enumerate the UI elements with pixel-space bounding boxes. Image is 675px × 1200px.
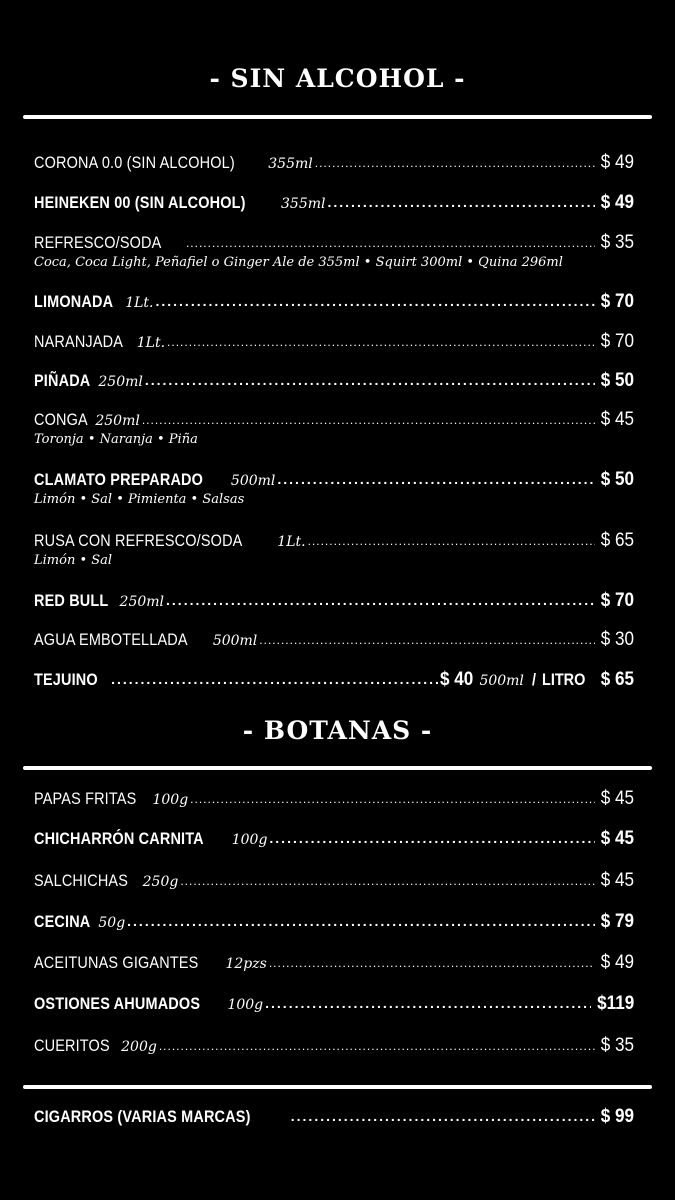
item-description: Limón • Sal [34, 553, 113, 568]
menu-item-tejuino [34, 669, 634, 691]
item-size: 100g [227, 997, 264, 1013]
separator: / [532, 670, 537, 689]
item-size: 500ml [479, 673, 524, 689]
divider [23, 1085, 652, 1089]
item-size: 250ml [95, 413, 140, 429]
leader-dots [167, 335, 595, 349]
item-name: CUERITOS [34, 1036, 110, 1055]
leader-dots [269, 830, 595, 846]
item-size: 100g [231, 832, 268, 848]
item-size: 12pzs [225, 956, 267, 972]
item-description: Limón • Sal • Pimienta • Salsas [34, 492, 245, 507]
item-price: $ 45 [600, 828, 634, 849]
item-price: $ 70 [600, 291, 634, 312]
item-price: $ 45 [600, 409, 634, 430]
leader-dots [277, 471, 595, 487]
leader-dots [142, 413, 595, 427]
item-price: $ 50 [600, 370, 634, 391]
item-name: TEJUINO [34, 670, 98, 689]
item-name: RUSA CON REFRESCO/SODA [34, 531, 243, 550]
item-name: CECINA [34, 912, 91, 931]
menu-item [34, 788, 634, 810]
leader-dots [265, 995, 591, 1011]
item-size: 200g [121, 1039, 157, 1055]
leader-dots [155, 293, 595, 309]
item-name: REFRESCO/SODA [34, 233, 162, 252]
leader-dots [186, 236, 595, 250]
item-size: 1Lt. [136, 335, 166, 351]
item-name: HEINEKEN 00 (SIN ALCOHOL) [34, 193, 246, 212]
item-price: $ 49 [600, 952, 634, 973]
divider [23, 766, 652, 770]
menu-item [34, 232, 634, 270]
menu-item [34, 152, 634, 174]
menu-item [34, 952, 634, 974]
menu-item [34, 911, 634, 933]
item-name: LIMONADA [34, 292, 114, 311]
leader-dots [190, 792, 595, 806]
item-name: OSTIONES AHUMADOS [34, 994, 201, 1013]
menu-item [34, 409, 634, 447]
item-size: 250ml [119, 594, 165, 610]
menu-item [34, 530, 634, 568]
menu-item-cigarros [34, 1106, 634, 1128]
item-size: 50g [98, 915, 126, 931]
litro-label: LITRO [541, 670, 585, 689]
item-price: $ 70 [600, 590, 634, 611]
menu-item [34, 469, 634, 507]
leader-dots [259, 633, 595, 647]
item-description: Coca, Coca Light, Peñafiel o Ginger Ale de 355ml • Squirt 300ml • Quina 296ml [34, 255, 563, 270]
leader-dots [291, 1108, 595, 1124]
item-price: $ 30 [600, 629, 634, 650]
leader-dots [159, 1039, 595, 1053]
item-description: Toronja • Naranja • Piña [34, 432, 198, 447]
item-size: 355ml [281, 196, 326, 212]
leader-dots [145, 372, 595, 388]
leader-dots [308, 534, 595, 548]
item-price: $ 40 [440, 669, 474, 690]
item-price: $ 45 [600, 788, 634, 809]
item-price: $ 65 [600, 669, 634, 690]
item-price: $119 [596, 993, 634, 1014]
leader-dots [180, 874, 595, 888]
item-price: $ 49 [600, 192, 634, 213]
menu-item [34, 291, 634, 313]
leader-dots [315, 156, 595, 170]
item-name: CHICHARRÓN CARNITA [34, 829, 204, 848]
item-price: $ 79 [600, 911, 634, 932]
item-price: $ 45 [600, 870, 634, 891]
item-price: $ 70 [600, 331, 634, 352]
item-name: CLAMATO PREPARADO [34, 470, 204, 489]
item-price: $ 50 [600, 469, 634, 490]
item-name: AGUA EMBOTELLADA [34, 630, 188, 649]
item-size: 250g [142, 874, 179, 890]
item-price: $ 99 [600, 1106, 634, 1127]
menu-item [34, 370, 634, 392]
item-size: 100g [152, 792, 189, 808]
menu-item [34, 590, 634, 612]
item-size: 1Lt. [125, 295, 154, 311]
menu-item [34, 1035, 634, 1057]
menu-item [34, 629, 634, 651]
item-name: CORONA 0.0 (SIN ALCOHOL) [34, 153, 235, 172]
item-name: CIGARROS (VARIAS MARCAS) [34, 1107, 251, 1126]
item-name: PAPAS FRITAS [34, 789, 137, 808]
leader-dots [127, 913, 595, 929]
menu-item [34, 192, 634, 214]
item-size: 250ml [98, 374, 143, 390]
leader-dots [269, 956, 595, 970]
divider [23, 115, 652, 119]
item-price: $ 35 [600, 1035, 634, 1056]
item-price: $ 49 [600, 152, 634, 173]
item-name: NARANJADA [34, 332, 124, 351]
item-size: 1Lt. [277, 534, 306, 550]
item-size: 500ml [212, 633, 258, 649]
item-size: 500ml [230, 473, 276, 489]
section-title-botanas: - BOTANAS - [242, 716, 433, 745]
item-name: CONGA [34, 410, 88, 429]
leader-dots [166, 592, 595, 608]
leader-dots [328, 194, 596, 210]
item-name: ACEITUNAS GIGANTES [34, 953, 199, 972]
item-name: SALCHICHAS [34, 871, 129, 890]
menu-item [34, 993, 634, 1015]
item-name: RED BULL [34, 591, 109, 610]
leader-dots [111, 671, 438, 687]
menu-item [34, 828, 634, 850]
section-title-sin-alcohol: - SIN ALCOHOL - [209, 64, 466, 93]
item-price: $ 65 [600, 530, 634, 551]
menu-item [34, 870, 634, 892]
item-name: PIÑADA [34, 371, 91, 390]
item-price: $ 35 [600, 232, 634, 253]
item-size: 355ml [268, 156, 313, 172]
menu-item [34, 331, 634, 353]
